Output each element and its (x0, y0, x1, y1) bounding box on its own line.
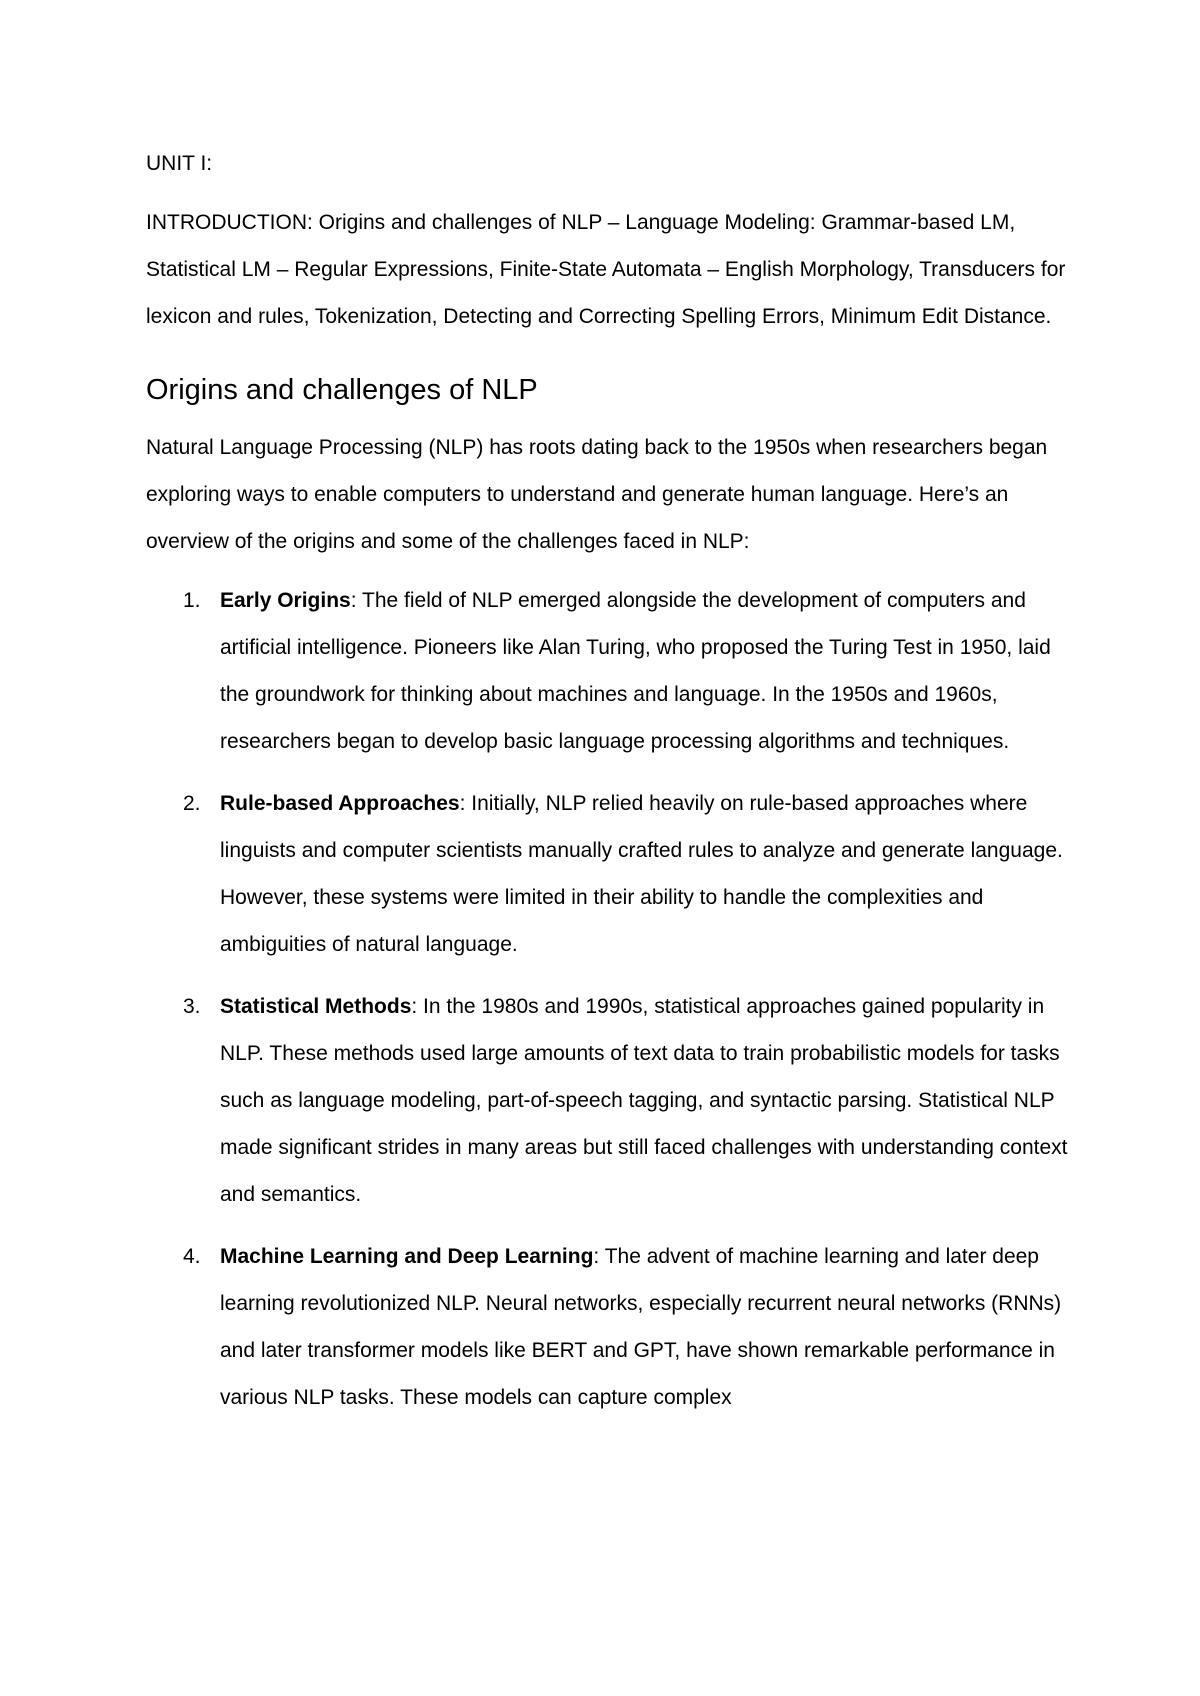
list-item-early-origins (146, 577, 1076, 765)
list-item-text: : In the 1980s and 1990s, statistical approaches gained popularity in NLP. These methods used large amounts of text data to train probabilistic models for tasks such as language modeling, part-of-speech tagging, and syntactic parsing. Statistical NLP made significant strides in many areas but still faced challenges with understanding context and semantics. (220, 995, 1068, 1206)
list-item-number: 1. (183, 589, 201, 612)
list-item-term: Statistical Methods (220, 995, 412, 1018)
list-item-number: 4. (183, 1245, 201, 1268)
unit-heading: UNIT I: (146, 152, 213, 175)
list-item-term: Machine Learning and Deep Learning (220, 1245, 594, 1268)
list-item-number: 3. (183, 995, 201, 1018)
list-item-text: : Initially, NLP relied heavily on rule-based approaches where linguists and computer scientists manually crafted rules to analyze and generate language. However, these systems were limited in their ability to handle the complexities and ambiguities of natural language. (220, 792, 1063, 956)
syllabus-paragraph: INTRODUCTION: Origins and challenges of NLP – Language Modeling: Grammar-based LM, Statistical LM – Regular Expressions, Finite-State Automata – English Morphology, Transducers for lexicon and rules, Tokenization, Detecting and Correcting Spelling Errors, Minimum Edit Distance. (146, 211, 1066, 328)
list-item-machine-learning (146, 1233, 1076, 1421)
list-item-term: Early Origins (220, 589, 351, 612)
intro-paragraph: Natural Language Processing (NLP) has roots dating back to the 1950s when researchers began exploring ways to enable computers to understand and generate human language. Here’s an overview of the origins and some of the challenges faced in NLP: (146, 436, 1048, 553)
page-content (146, 140, 1076, 1436)
list-item-text: : The advent of machine learning and later deep learning revolutionized NLP. Neural networks, especially recurrent neural networks (RNNs) and later transformer models like BERT and GPT, have shown remarkable performance in various NLP tasks. These models can capture complex (220, 1245, 1062, 1409)
list-item-number: 2. (183, 792, 201, 815)
list-item-text: : The field of NLP emerged alongside the development of computers and artificial intelligence. Pioneers like Alan Turing, who proposed the Turing Test in 1950, laid the groundwork for thinking about machines and language. In the 1950s and 1960s, researchers began to develop basic language processing algorithms and techniques. (220, 589, 1051, 753)
section-heading: Origins and challenges of NLP (146, 374, 538, 406)
list-item-term: Rule-based Approaches (220, 792, 460, 815)
origins-list (146, 577, 1076, 1421)
list-item-statistical (146, 983, 1076, 1218)
list-item-rule-based (146, 780, 1076, 968)
